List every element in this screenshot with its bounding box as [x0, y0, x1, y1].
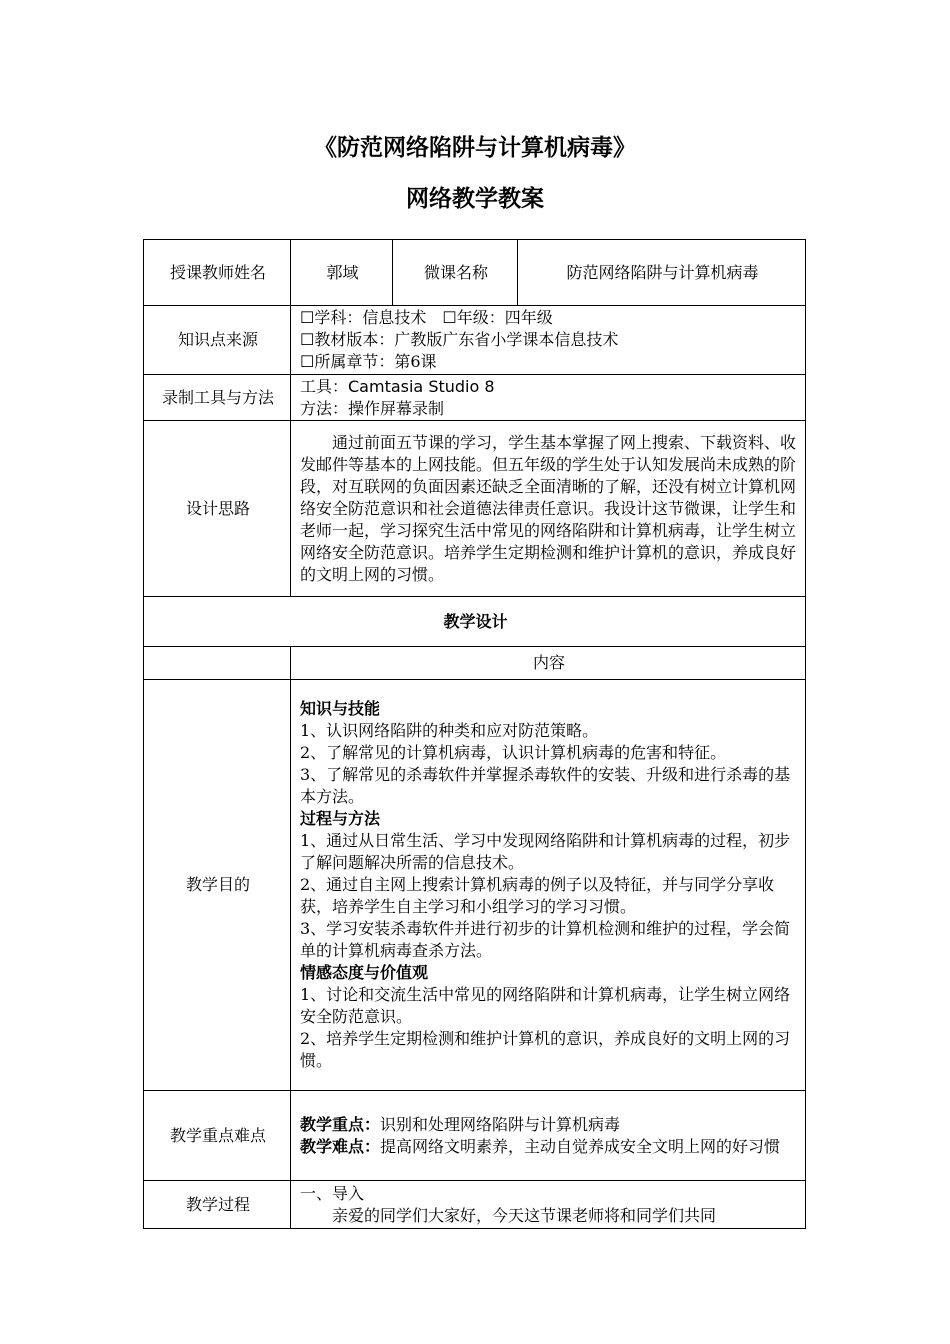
teacher-label: 授课教师姓名 — [144, 240, 291, 306]
course-name: 防范网络陷阱与计算机病毒 — [518, 240, 806, 306]
process-content — [291, 1181, 806, 1229]
row-process — [144, 1181, 806, 1229]
row-teacher — [144, 240, 806, 306]
row-design — [144, 421, 806, 597]
course-label: 微课名称 — [393, 240, 518, 306]
row-content-header — [144, 647, 806, 680]
source-content — [291, 306, 806, 375]
teacher-name: 郭域 — [291, 240, 393, 306]
difficulty-label: 教学难点： — [300, 1136, 381, 1156]
objective-item: 3、了解常见的杀毒软件并掌握杀毒软件的安装、升级和进行杀毒的基本方法。 — [300, 765, 791, 806]
process-text: 亲爱的同学们大家好，今天这节课老师将和同学们共同 — [332, 1205, 717, 1225]
source-subject-grade: ☐学科：信息技术 ☐年级：四年级 — [300, 308, 553, 327]
tools-label: 录制工具与方法 — [144, 375, 291, 421]
keypoints-focus — [300, 1114, 798, 1136]
row-keypoints — [144, 1091, 806, 1181]
row-tools — [144, 375, 806, 421]
objective-item: 2、了解常见的计算机病毒，认识计算机病毒的危害和特征。 — [300, 743, 727, 762]
process-label: 教学过程 — [144, 1181, 291, 1229]
content-header-empty — [144, 647, 291, 680]
source-chapter: ☐所属章节：第6课 — [300, 352, 437, 371]
keypoints-label: 教学重点难点 — [144, 1091, 291, 1181]
objectives-heading-process: 过程与方法 — [300, 809, 381, 828]
row-objectives — [144, 680, 806, 1091]
objectives-label: 教学目的 — [144, 680, 291, 1091]
objective-item: 3、学习安装杀毒软件并进行初步的计算机检测和维护的过程，学会简单的计算机病毒查杀方法。 — [300, 919, 791, 960]
content-header: 内容 — [291, 647, 806, 680]
tools-tool: 工具：Camtasia Studio 8 — [300, 376, 495, 396]
section-heading: 教学设计 — [144, 597, 806, 647]
objectives-content — [291, 680, 806, 1091]
keypoints-difficulty — [300, 1136, 798, 1158]
focus-label: 教学重点： — [300, 1114, 381, 1134]
keypoints-content — [291, 1091, 806, 1181]
difficulty-text: 提高网络文明素养，主动自觉养成安全文明上网的好习惯 — [380, 1136, 781, 1156]
objective-item: 1、讨论和交流生活中常见的网络陷阱和计算机病毒，让学生树立网络安全防范意识。 — [300, 985, 791, 1026]
tools-method: 方法：操作屏幕录制 — [300, 398, 445, 418]
focus-text: 识别和处理网络陷阱与计算机病毒 — [380, 1114, 621, 1134]
page-title: 《防范网络陷阱与计算机病毒》 — [314, 135, 636, 161]
design-text: 通过前面五节课的学习，学生基本掌握了网上搜索、下载资料、收发邮件等基本的上网技能。但五年级的学生处于认知发展尚未成熟的阶段，对互联网的负面因素还缺乏全面清晰的了解，还没有树立计算机网络安全防范意识和社会道德法律责任意识。我设计这节微课，让学生和老师一起，学习探究生活中常见的网络陷阱和计算机病毒，让学生树立网络安全防范意识。培养学生定期检测和维护计算机的意识，养成良好的文明上网的习惯。 — [291, 421, 806, 597]
objective-item: 2、通过自主网上搜索计算机病毒的例子以及特征，并与同学分享收获，培养学生自主学习和小组学习的学习习惯。 — [300, 875, 775, 916]
lesson-plan-table — [143, 239, 806, 1229]
page-subtitle: 网络教学教案 — [406, 186, 544, 212]
row-section — [144, 597, 806, 647]
row-source — [144, 306, 806, 375]
tools-content — [291, 375, 806, 421]
objective-item: 2、培养学生定期检测和维护计算机的意识，养成良好的文明上网的习惯。 — [300, 1029, 791, 1070]
objective-item: 1、通过从日常生活、学习中发现网络陷阱和计算机病毒的过程，初步了解问题解决所需的信息技术。 — [300, 831, 791, 872]
objective-item: 1、认识网络陷阱的种类和应对防范策略。 — [300, 721, 599, 740]
process-step: 一、导入 — [300, 1183, 365, 1203]
source-label: 知识点来源 — [144, 306, 291, 375]
objectives-heading-attitude: 情感态度与价值观 — [300, 963, 429, 982]
objectives-heading-knowledge: 知识与技能 — [300, 699, 381, 718]
design-label: 设计思路 — [144, 421, 291, 597]
source-textbook: ☐教材版本：广教版广东省小学课本信息技术 — [300, 330, 619, 349]
